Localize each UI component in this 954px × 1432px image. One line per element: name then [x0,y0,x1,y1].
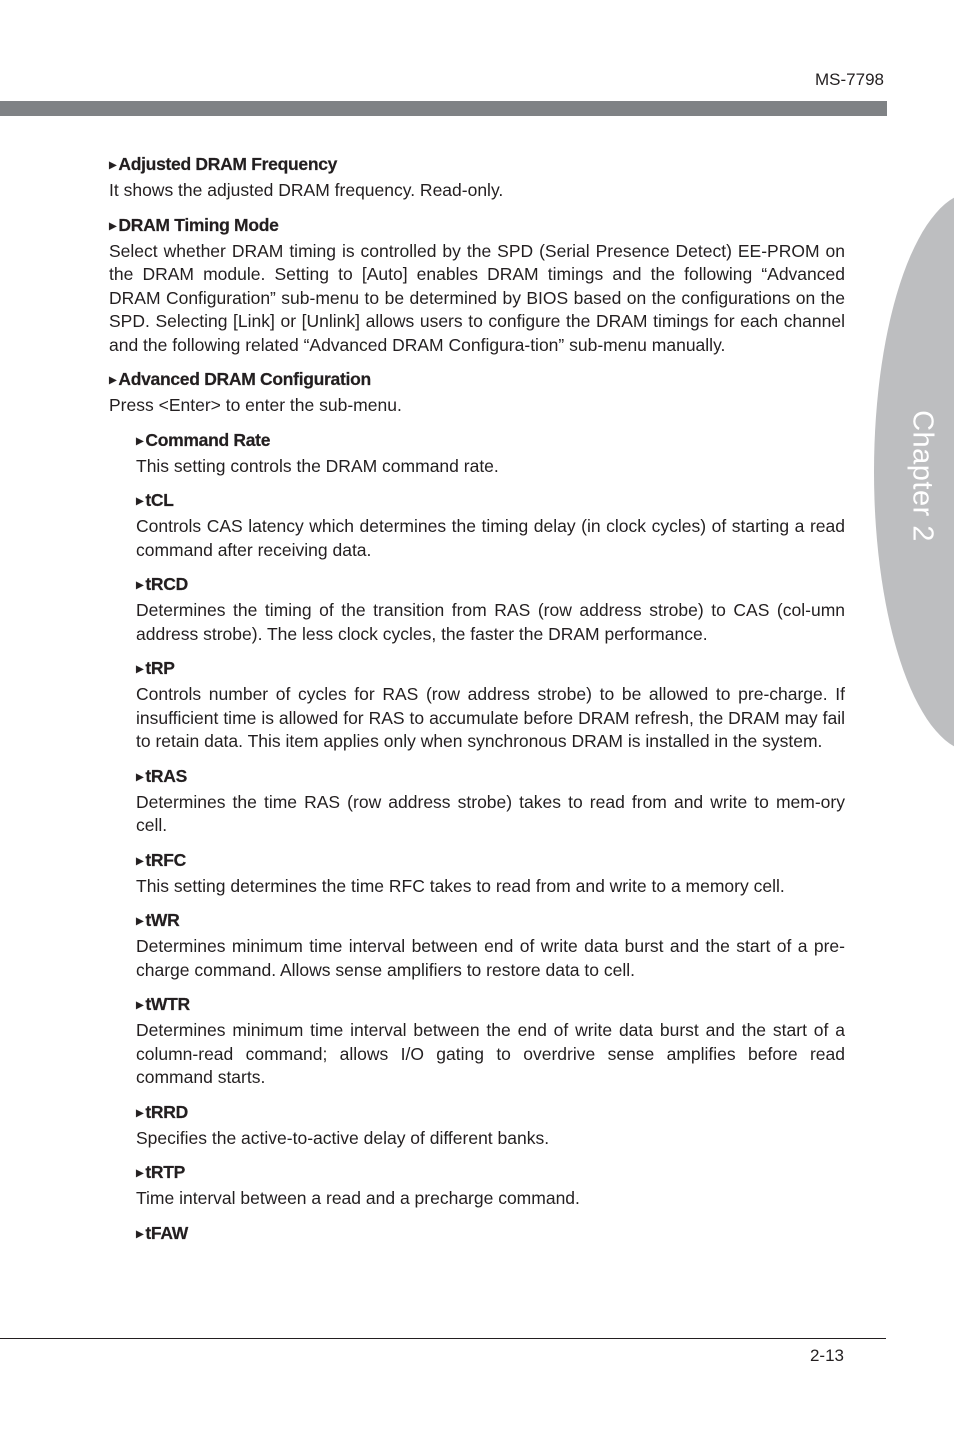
section-title: Advanced DRAM Configuration [118,369,371,389]
subsection-title: tWR [145,910,180,930]
triangle-bullet-icon: ▶ [136,855,144,867]
subsection-heading [136,656,845,682]
triangle-bullet-icon: ▶ [136,1228,144,1240]
subsection-title: tRTP [145,1162,186,1182]
subsection-description: Time interval between a read and a precharge command. [136,1188,580,1208]
section-heading [109,367,845,393]
subsection-description: Determines minimum time interval between end of write data burst and the start of a pre-charge command. Allows sense amplifiers to restore data to cell. [136,936,845,980]
section-description: Select whether DRAM timing is controlled by the SPD (Serial Presence Detect) EE-PROM on the DRAM module. Setting to [Auto] enables DRAM timings and the following “Advanced DRAM Configuration” sub-menu to be determined by BIOS based on the configurations on the SPD. Selecting [Link] or [Unlink] allows users to configure the DRAM timings for each channel and the following related “Advanced DRAM Configura-tion” sub-menu manually. [109,240,845,355]
subsection-heading [136,848,845,874]
section-title: Adjusted DRAM Frequency [118,154,338,174]
subsection-description: This setting controls the DRAM command rate. [136,455,499,476]
section-description: It shows the adjusted DRAM frequency. Read-only. [109,180,504,200]
subsection-title: tRAS [145,765,187,786]
triangle-bullet-icon: ▶ [136,496,144,507]
section-dram-timing-mode [109,213,845,358]
subsection-heading [136,1100,845,1126]
section-advanced-dram-configuration [109,367,845,418]
triangle-bullet-icon: ▶ [109,375,117,386]
subsection-description: Determines minimum time interval between the end of write data burst and the start of a column-read command; allows I/O gating to overdrive sense amplifies before read command starts. [136,1020,845,1087]
subsection-title: tRRD [145,1101,188,1122]
triangle-bullet-icon: ▶ [136,1000,144,1011]
subsection-twr [136,908,845,982]
subsection-title: tRP [145,658,175,678]
triangle-bullet-icon: ▶ [109,160,117,171]
subsection-trcd [136,572,845,646]
section-title: DRAM Timing Mode [118,214,279,235]
triangle-bullet-icon: ▶ [136,435,144,447]
subsection-heading [136,908,845,934]
subsection-description: This setting determines the time RFC takes to read from and write to a memory cell. [136,875,785,896]
subsection-description: Specifies the active-to-active delay of different banks. [136,1127,550,1148]
subsection-description: Determines the time RAS (row address strobe) takes to read from and write to mem-ory cell. [136,791,845,835]
subsection-twtr [136,992,845,1090]
triangle-bullet-icon: ▶ [136,916,144,927]
subsection-title: tRCD [145,574,188,594]
subsection-heading [136,992,845,1018]
subsection-description: Controls number of cycles for RAS (row address strobe) to be allowed to pre-charge. If insufficient time is allowed for RAS to accumulate before DRAM refresh, the DRAM may fail to retain data. This item applies only when synchronous DRAM is installed in the system. [136,684,845,751]
subsection-title: tRFC [145,849,186,870]
subsection-command-rate [136,428,845,479]
subsection-heading [136,428,845,454]
subsection-tfaw [136,1221,845,1247]
section-heading [109,152,845,178]
model-number: MS-7798 [815,70,884,89]
page-content [109,152,845,1257]
subsection-tcl [136,488,845,562]
triangle-bullet-icon: ▶ [136,664,144,675]
subsection-description: Determines the timing of the transition from RAS (row address strobe) to CAS (col-umn address strobe). The less clock cycles, the faster the DRAM performance. [136,600,845,644]
subsection-tras [136,764,845,838]
subsection-description: Controls CAS latency which determines the timing delay (in clock cycles) of starting a read command after receiving data. [136,516,845,560]
page-number: 2-13 [809,1346,844,1365]
subsection-trp [136,656,845,754]
triangle-bullet-icon: ▶ [136,1107,144,1119]
footer-rule [0,1338,886,1339]
triangle-bullet-icon: ▶ [136,580,144,591]
chapter-label: Chapter 2 [906,410,939,542]
section-adjusted-dram-frequency [109,152,845,203]
subsection-title: tWTR [145,994,190,1014]
section-description: Press <Enter> to enter the sub-menu. [109,395,402,415]
subsection-heading [136,764,845,790]
subsection-title: tFAW [145,1222,188,1243]
subsection-trfc [136,848,845,899]
subsection-heading [136,488,845,514]
subsection-heading [136,1221,845,1247]
triangle-bullet-icon: ▶ [136,771,144,783]
subsection-trtp [136,1160,845,1211]
subsection-title: Command Rate [145,429,271,450]
triangle-bullet-icon: ▶ [109,220,117,232]
section-heading [109,213,845,239]
subsection-heading [136,1160,845,1186]
header-bar [0,101,887,116]
triangle-bullet-icon: ▶ [136,1168,144,1179]
subsection-title: tCL [145,490,174,510]
subsection-heading [136,572,845,598]
subsection-trrd [136,1100,845,1151]
